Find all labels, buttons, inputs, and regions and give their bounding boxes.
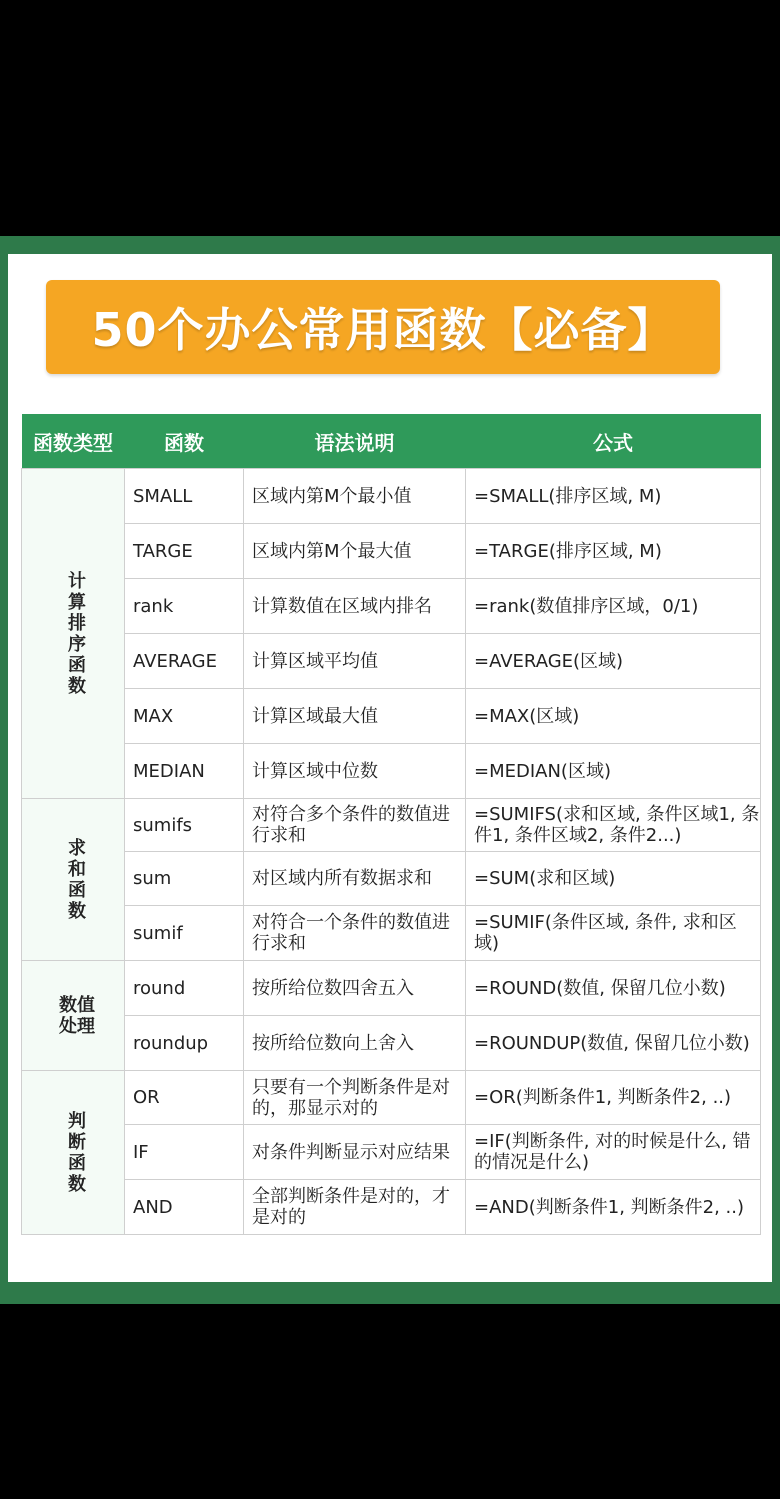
- function-name: sumif: [125, 906, 244, 961]
- table-row: [22, 689, 761, 744]
- group-type-label: 数值处理: [59, 994, 95, 1037]
- syntax-text: 按所给位数四舍五入: [244, 961, 466, 1016]
- syntax-text: 对符合一个条件的数值进行求和: [244, 906, 466, 961]
- syntax-text: 对区域内所有数据求和: [244, 852, 466, 906]
- formula-text: =ROUNDUP(数值, 保留几位小数): [466, 1016, 761, 1071]
- syntax-text: 对条件判断显示对应结果: [244, 1125, 466, 1180]
- function-name: MAX: [125, 689, 244, 744]
- table-row: [22, 1016, 761, 1071]
- table-row: [22, 961, 761, 1016]
- group-type-label: 判断函数: [68, 1110, 86, 1195]
- function-name: rank: [125, 579, 244, 634]
- function-name: roundup: [125, 1016, 244, 1071]
- function-name: SMALL: [125, 469, 244, 524]
- formula-text: =SUMIFS(求和区域, 条件区域1, 条件1, 条件区域2, 条件2...): [466, 799, 761, 852]
- table-row: [22, 1125, 761, 1180]
- syntax-text: 区域内第M个最大值: [244, 524, 466, 579]
- syntax-text: 区域内第M个最小值: [244, 469, 466, 524]
- table-row: [22, 1071, 761, 1125]
- table-header-row: [22, 414, 761, 469]
- group-type-label: 计算排序函数: [68, 570, 86, 697]
- group-type-cell: [22, 799, 125, 961]
- function-name: AVERAGE: [125, 634, 244, 689]
- group-type-cell: [22, 1071, 125, 1235]
- function-name: sumifs: [125, 799, 244, 852]
- formula-text: =MAX(区域): [466, 689, 761, 744]
- table-row: [22, 906, 761, 961]
- formula-text: =TARGE(排序区域, M): [466, 524, 761, 579]
- table-row: [22, 1180, 761, 1235]
- function-name: AND: [125, 1180, 244, 1235]
- function-name: IF: [125, 1125, 244, 1180]
- function-name: MEDIAN: [125, 744, 244, 799]
- function-name: TARGE: [125, 524, 244, 579]
- header-function: 函数: [125, 414, 244, 469]
- formula-text: =SUMIF(条件区域, 条件, 求和区域): [466, 906, 761, 961]
- green-frame: [0, 236, 780, 1304]
- group-type-label: 求和函数: [68, 837, 86, 922]
- syntax-text: 计算数值在区域内排名: [244, 579, 466, 634]
- formula-text: =OR(判断条件1, 判断条件2, ..): [466, 1071, 761, 1125]
- table-row: [22, 799, 761, 852]
- syntax-text: 计算区域平均值: [244, 634, 466, 689]
- title-banner: [46, 280, 720, 374]
- formula-text: =MEDIAN(区域): [466, 744, 761, 799]
- function-name: sum: [125, 852, 244, 906]
- table-row: [22, 744, 761, 799]
- header-formula: 公式: [466, 414, 761, 469]
- table-row: [22, 469, 761, 524]
- formula-text: =AND(判断条件1, 判断条件2, ..): [466, 1180, 761, 1235]
- formula-text: =rank(数值排序区域，0/1): [466, 579, 761, 634]
- syntax-text: 计算区域最大值: [244, 689, 466, 744]
- syntax-text: 计算区域中位数: [244, 744, 466, 799]
- syntax-text: 对符合多个条件的数值进行求和: [244, 799, 466, 852]
- group-type-cell: [22, 961, 125, 1071]
- formula-text: =SMALL(排序区域, M): [466, 469, 761, 524]
- syntax-text: 全部判断条件是对的，才是对的: [244, 1180, 466, 1235]
- formula-text: =SUM(求和区域): [466, 852, 761, 906]
- table-row: [22, 634, 761, 689]
- page-title: 50个办公常用函数【必备】: [91, 303, 675, 357]
- table-row: [22, 524, 761, 579]
- formula-text: =IF(判断条件, 对的时候是什么, 错的情况是什么): [466, 1125, 761, 1180]
- header-type: 函数类型: [22, 414, 125, 469]
- group-type-cell: [22, 469, 125, 799]
- syntax-text: 按所给位数向上舍入: [244, 1016, 466, 1071]
- formula-text: =AVERAGE(区域): [466, 634, 761, 689]
- formula-text: =ROUND(数值, 保留几位小数): [466, 961, 761, 1016]
- function-name: round: [125, 961, 244, 1016]
- header-syntax: 语法说明: [244, 414, 466, 469]
- table-row: [22, 579, 761, 634]
- syntax-text: 只要有一个判断条件是对的，那显示对的: [244, 1071, 466, 1125]
- function-table: [21, 414, 761, 1235]
- function-name: OR: [125, 1071, 244, 1125]
- table-row: [22, 852, 761, 906]
- content-card: [8, 254, 772, 1282]
